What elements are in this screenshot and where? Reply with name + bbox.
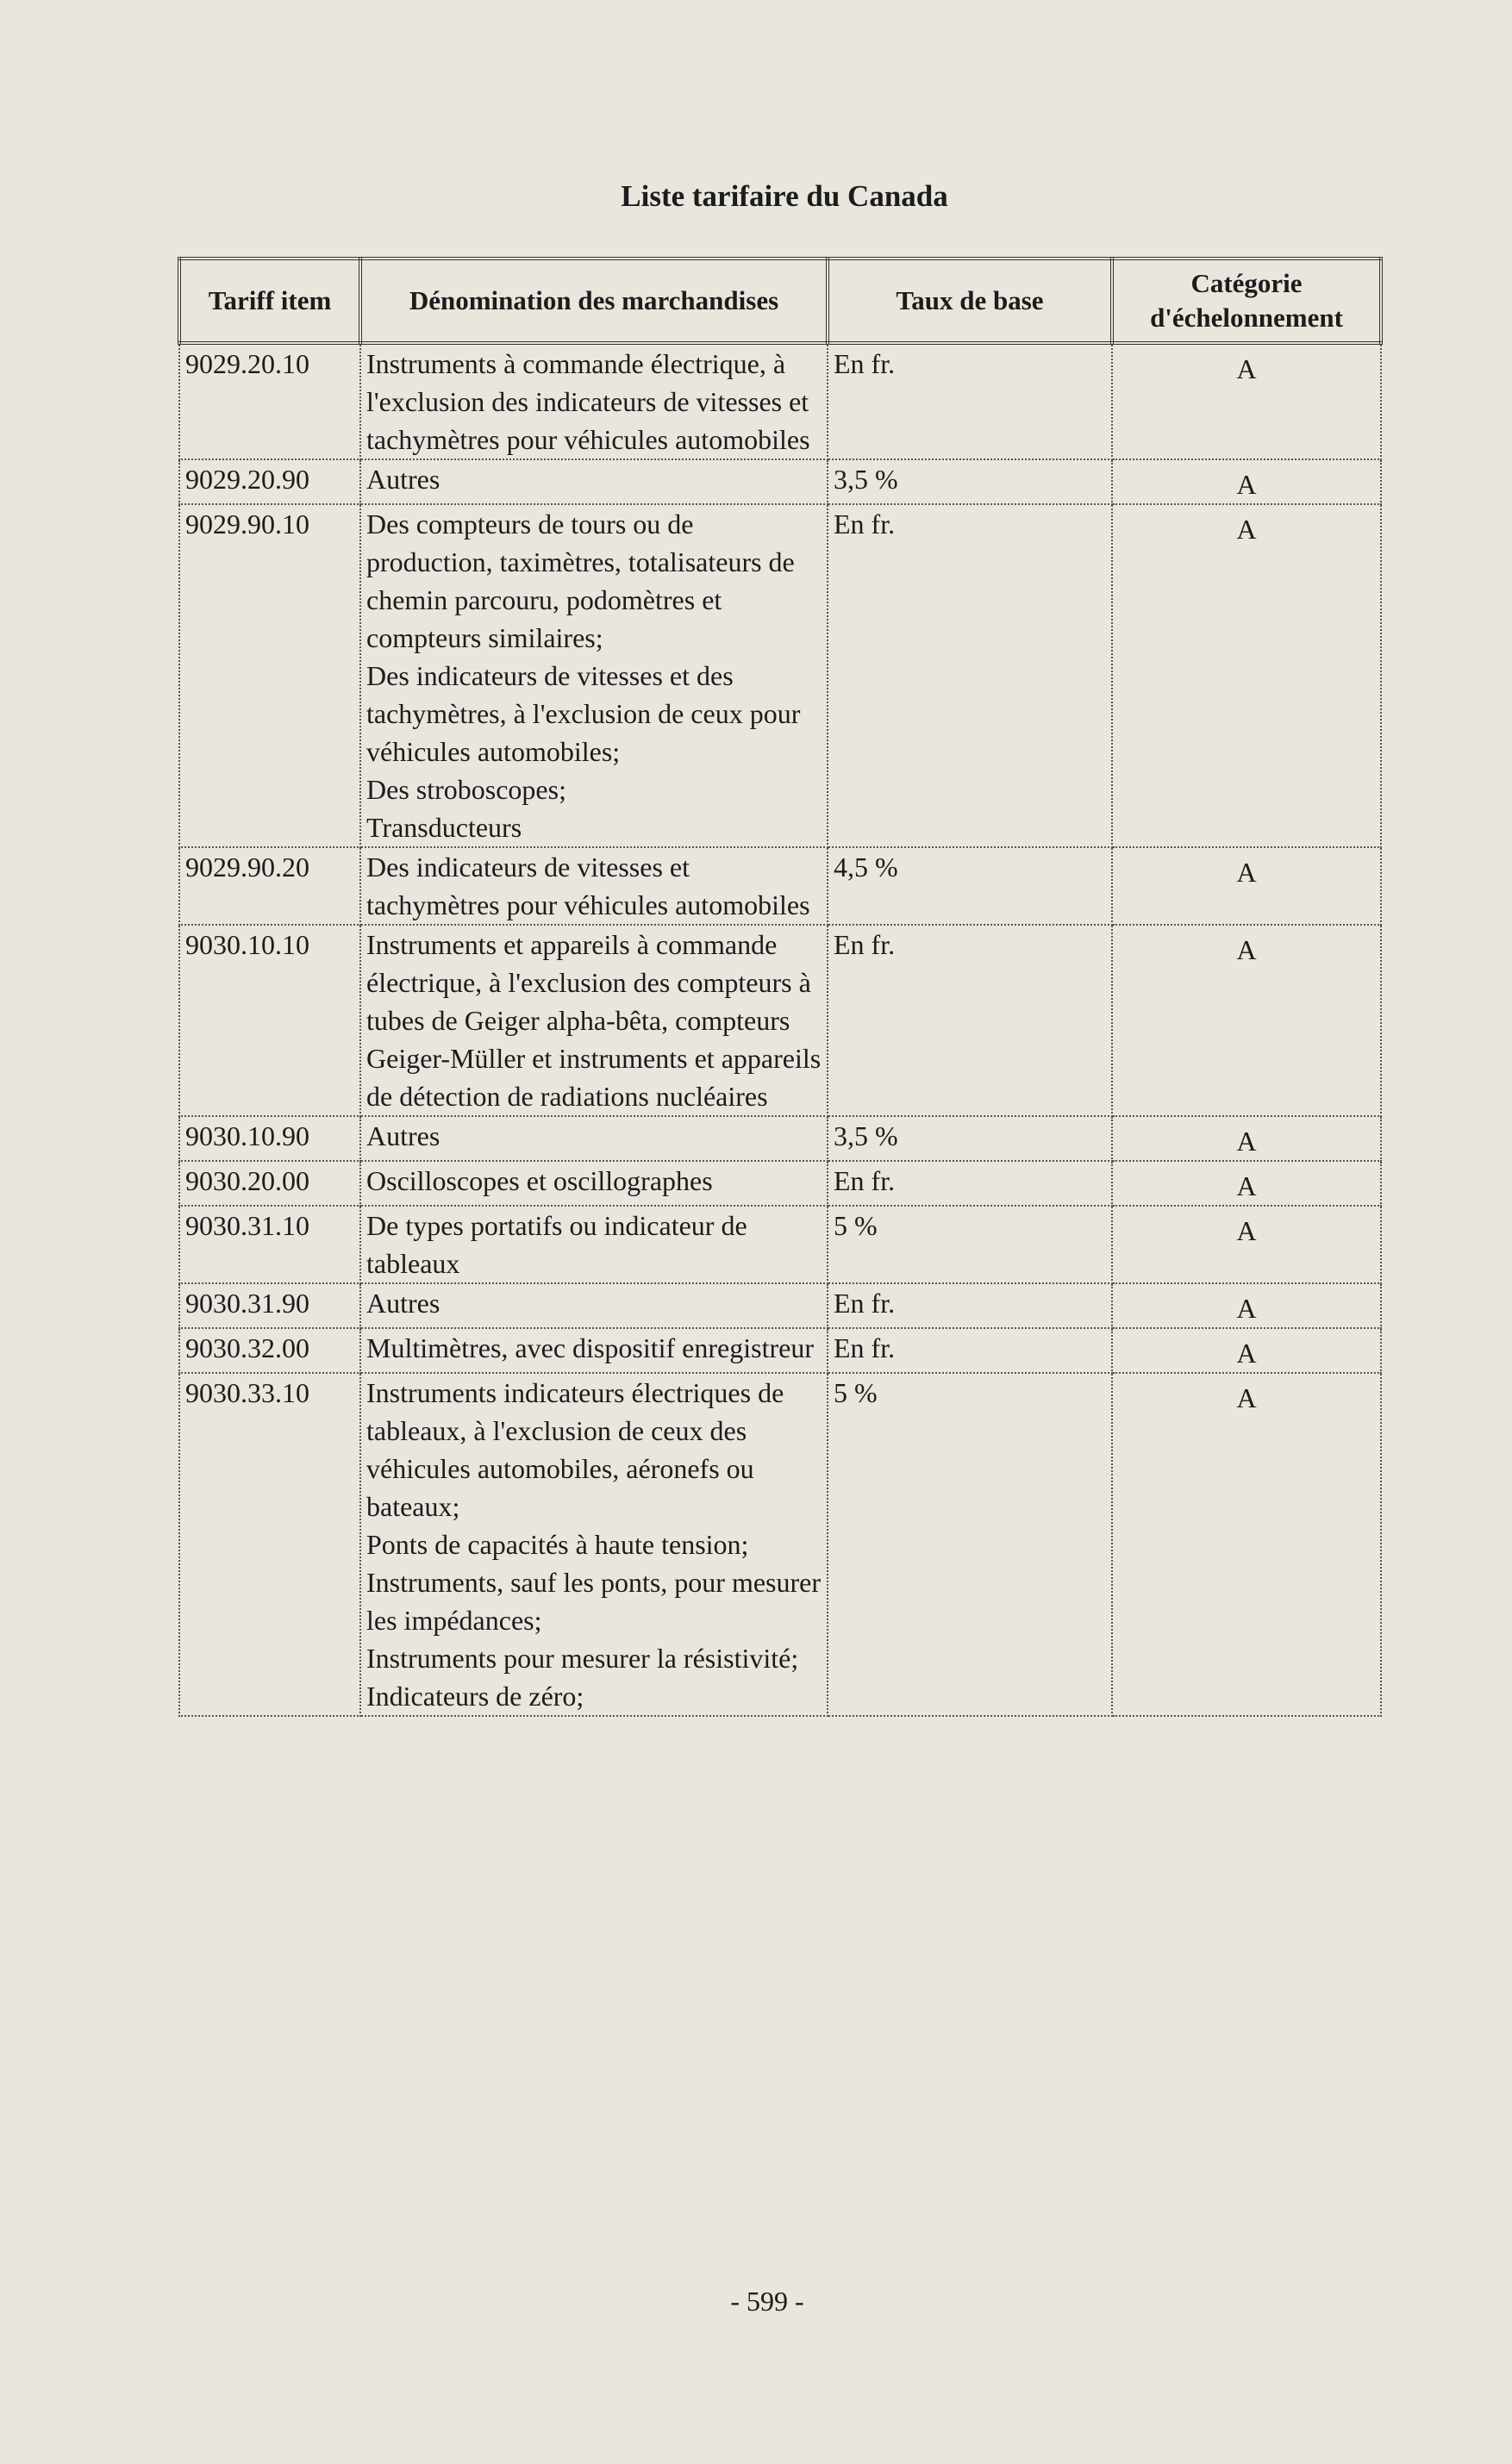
tariff-item-cell: 9030.10.90 <box>179 1116 360 1161</box>
tariff-item-cell: 9029.20.90 <box>179 459 360 504</box>
description-line: Multimètres, avec dispositif enregistreur <box>366 1332 814 1363</box>
base-rate-cell: 3,5 % <box>828 1116 1112 1161</box>
description-line: Indicateurs de zéro; <box>366 1681 584 1712</box>
description-line: Instruments indicateurs électriques de tableaux, à l'exclusion de ceux des véhicules automobiles, aéronefs ou bateaux; <box>366 1377 784 1522</box>
table-row <box>179 847 1381 925</box>
description-cell <box>360 1328 828 1373</box>
base-rate-cell: En fr. <box>828 343 1112 459</box>
description-line: Oscilloscopes et oscillographes <box>366 1165 713 1196</box>
tariff-item-cell: 9030.33.10 <box>179 1373 360 1716</box>
description-line: Instruments à commande électrique, à l'exclusion des indicateurs de vitesses et tachymètres pour véhicules automobiles <box>366 348 810 455</box>
table-body <box>179 343 1381 1716</box>
tariff-table <box>178 257 1383 1717</box>
staging-category-cell: A <box>1112 504 1381 847</box>
base-rate-cell: 5 % <box>828 1206 1112 1283</box>
description-cell <box>360 1116 828 1161</box>
base-rate-cell: 4,5 % <box>828 847 1112 925</box>
header-description: Dénomination des marchandises <box>360 259 828 343</box>
table-row <box>179 1161 1381 1206</box>
table-row <box>179 1373 1381 1716</box>
description-line: Instruments et appareils à commande électrique, à l'exclusion des compteurs à tubes de Geiger alpha-bêta, compteurs Geiger-Müller et instruments et appareils de détection de radiations nucléaires <box>366 929 822 1112</box>
description-line: Ponts de capacités à haute tension; <box>366 1529 749 1560</box>
header-row <box>179 259 1381 343</box>
base-rate-cell: En fr. <box>828 925 1112 1116</box>
description-cell <box>360 1283 828 1328</box>
tariff-item-cell: 9029.20.10 <box>179 343 360 459</box>
tariff-item-cell: 9029.90.10 <box>179 504 360 847</box>
staging-category-cell: A <box>1112 925 1381 1116</box>
staging-category-cell: A <box>1112 1206 1381 1283</box>
page-title: Liste tarifaire du Canada <box>621 179 948 213</box>
header-staging-category: Catégorie d'échelonnement <box>1112 259 1381 343</box>
description-cell <box>360 459 828 504</box>
page-number: - 599 - <box>730 2286 804 2317</box>
table-row <box>179 1116 1381 1161</box>
header-tariff-item: Tariff item <box>179 259 360 343</box>
base-rate-cell: 3,5 % <box>828 459 1112 504</box>
staging-category-cell: A <box>1112 1373 1381 1716</box>
staging-category-cell: A <box>1112 459 1381 504</box>
staging-category-cell: A <box>1112 1328 1381 1373</box>
base-rate-cell: En fr. <box>828 1283 1112 1328</box>
description-line: De types portatifs ou indicateur de tableaux <box>366 1210 747 1279</box>
description-cell <box>360 1161 828 1206</box>
tariff-item-cell: 9030.20.00 <box>179 1161 360 1206</box>
tariff-item-cell: 9030.31.90 <box>179 1283 360 1328</box>
staging-category-cell: A <box>1112 1161 1381 1206</box>
table-row <box>179 504 1381 847</box>
description-cell <box>360 504 828 847</box>
tariff-item-cell: 9029.90.20 <box>179 847 360 925</box>
description-cell <box>360 343 828 459</box>
base-rate-cell: En fr. <box>828 1328 1112 1373</box>
tariff-item-cell: 9030.10.10 <box>179 925 360 1116</box>
description-line: Autres <box>366 1288 440 1319</box>
staging-category-cell: A <box>1112 847 1381 925</box>
staging-category-cell: A <box>1112 1283 1381 1328</box>
description-cell <box>360 1206 828 1283</box>
description-line: Autres <box>366 1120 440 1151</box>
tariff-item-cell: 9030.32.00 <box>179 1328 360 1373</box>
table-row <box>179 1328 1381 1373</box>
description-line: Autres <box>366 464 440 495</box>
staging-category-cell: A <box>1112 1116 1381 1161</box>
description-line: Des stroboscopes; <box>366 774 566 805</box>
description-line: Des indicateurs de vitesses et des tachymètres, à l'exclusion de ceux pour véhicules automobiles; <box>366 660 801 767</box>
base-rate-cell: 5 % <box>828 1373 1112 1716</box>
staging-category-cell: A <box>1112 343 1381 459</box>
description-cell <box>360 847 828 925</box>
table-row <box>179 459 1381 504</box>
description-cell <box>360 925 828 1116</box>
base-rate-cell: En fr. <box>828 504 1112 847</box>
table-row <box>179 1206 1381 1283</box>
description-line: Instruments pour mesurer la résistivité; <box>366 1643 799 1674</box>
description-cell <box>360 1373 828 1716</box>
table-row <box>179 925 1381 1116</box>
description-line: Transducteurs <box>366 812 522 843</box>
header-base-rate: Taux de base <box>828 259 1112 343</box>
description-line: Instruments, sauf les ponts, pour mesurer les impédances; <box>366 1567 822 1636</box>
table-row <box>179 1283 1381 1328</box>
base-rate-cell: En fr. <box>828 1161 1112 1206</box>
description-line: Des indicateurs de vitesses et tachymètres pour véhicules automobiles <box>366 851 810 920</box>
description-line: Des compteurs de tours ou de production, taximètres, totalisateurs de chemin parcouru, podomètres et compteurs similaires; <box>366 508 795 653</box>
tariff-item-cell: 9030.31.10 <box>179 1206 360 1283</box>
table-row <box>179 343 1381 459</box>
